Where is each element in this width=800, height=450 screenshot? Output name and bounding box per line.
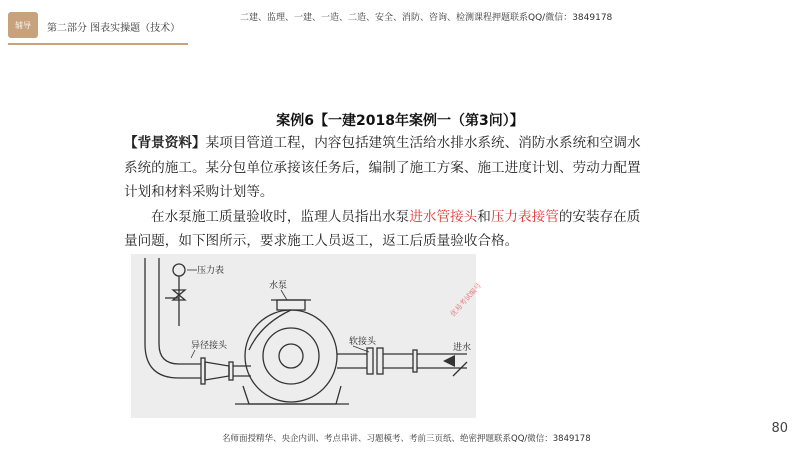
pump-base (243, 386, 341, 404)
highlight-gauge-pipe: 压力表接管 (490, 208, 559, 225)
label-inlet: 进水 (453, 343, 472, 353)
pump-installation-figure (131, 254, 476, 418)
inlet-arrow (443, 355, 455, 367)
brand-logo: 辅导 (8, 12, 38, 38)
elbow (145, 344, 179, 378)
case-title: 案例6【一建2018年案例一（第3问）】 (276, 113, 524, 129)
page-number: 80 (771, 421, 788, 436)
pump-volute (245, 310, 337, 402)
issue-paragraph (124, 205, 644, 254)
watermark-stamp: 优易考试编号 (448, 281, 484, 319)
background-paragraph (124, 131, 644, 205)
bottom-promo-text: 名师面授精华、央企内训、考点串讲、习题模考、考前三页纸、绝密押题联系QQ/微信：3849178 (222, 434, 591, 444)
pressure-gauge (173, 264, 185, 276)
pump-diagram (131, 254, 476, 418)
label-reducer: 异径接头 (191, 341, 228, 351)
highlight-inlet-joint: 进水管接头 (409, 208, 478, 225)
issue-text-a: 在水泵施工质量验收时，监理人员指出水泵 (151, 208, 410, 225)
case-body (124, 131, 644, 254)
reducer (205, 362, 229, 380)
issue-text-b: 的安装存在质量问题，如下图所示，要求施工人员返工，返工后质量验收合格。 (124, 208, 641, 249)
label-flex-joint: 软接头 (349, 337, 377, 347)
background-label: 【背景资料】 (124, 135, 206, 151)
section-title: 第二部分 图表实操题（技术） (47, 23, 181, 34)
top-promo-text: 二建、监理、一建、一造、二造、安全、消防、咨询、检测课程押题联系QQ/微信：3849178 (240, 13, 613, 23)
issue-text-and: 和 (477, 208, 491, 225)
label-pump: 水泵 (269, 281, 288, 291)
background-text: 某项目管道工程，内容包括建筑生活给水排水系统、消防水系统和空调水系统的施工。某分包单位承接该任务后，编制了施工方案、施工进度计划、劳动力配置计划和材料采购计划等。 (124, 135, 641, 200)
header-divider (8, 43, 188, 45)
label-pressure-gauge: 压力表 (197, 266, 225, 276)
